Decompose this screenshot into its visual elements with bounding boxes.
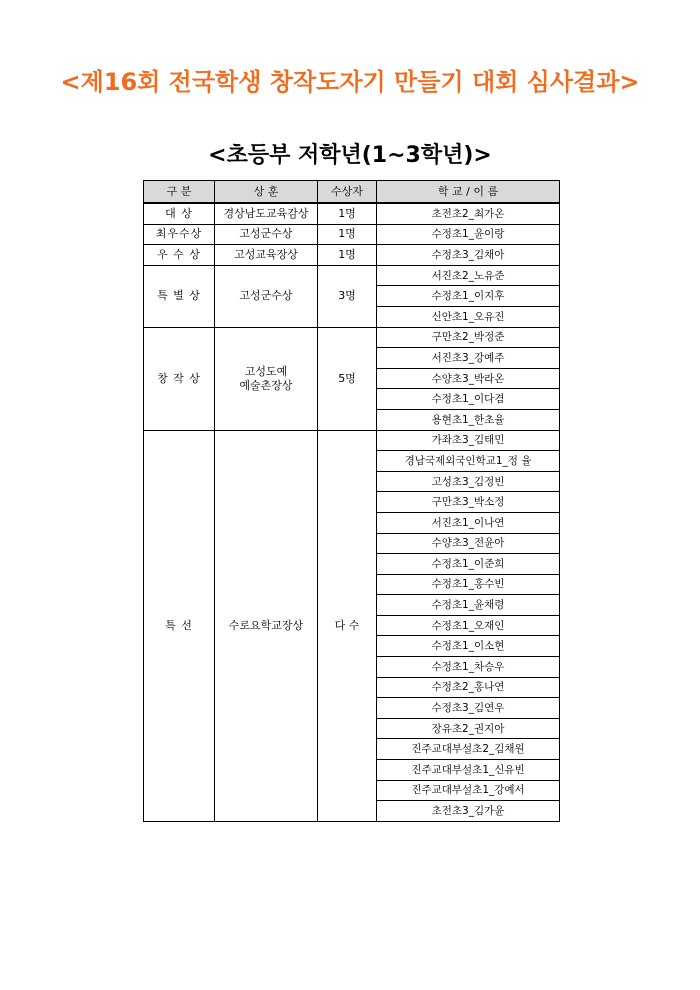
award-title: 경상남도교육감상 — [215, 203, 318, 224]
award-title: 고성군수상 — [215, 224, 318, 245]
award-title — [215, 327, 318, 430]
award-title: 수로요학교장상 — [215, 430, 318, 821]
winner-name: 서진초1_이나연 — [377, 512, 560, 533]
header-school-name: 학 교 / 이 름 — [377, 181, 560, 204]
award-category: 창 작 상 — [144, 327, 215, 430]
winner-name: 구만초3_박소정 — [377, 492, 560, 513]
winner-name: 장유초2_권지아 — [377, 718, 560, 739]
winner-name: 구만초2_박정준 — [377, 327, 560, 348]
header-count: 수상자 — [318, 181, 377, 204]
winner-name: 수정초2_홍나연 — [377, 677, 560, 698]
winner-name: 수양초3_전윤아 — [377, 533, 560, 554]
award-category: 대 상 — [144, 203, 215, 224]
winner-name: 수정초1_이지후 — [377, 286, 560, 307]
winner-name: 서진초2_노유준 — [377, 265, 560, 286]
winner-name: 수정초1_차승우 — [377, 657, 560, 678]
table-row — [144, 224, 560, 245]
award-title-line: 예술촌장상 — [239, 378, 293, 392]
winner-name: 수정초1_이준희 — [377, 554, 560, 575]
winner-count: 5명 — [318, 327, 377, 430]
award-title-line: 고성도예 — [244, 364, 288, 378]
winner-name: 가좌초3_김태민 — [377, 430, 560, 451]
table-row — [144, 327, 560, 348]
award-title: 고성교육장상 — [215, 245, 318, 266]
table-row — [144, 245, 560, 266]
award-category: 특 선 — [144, 430, 215, 821]
results-table-header — [144, 181, 560, 204]
winner-name: 진주교대부설초1_강예서 — [377, 780, 560, 801]
header-category: 구 분 — [144, 181, 215, 204]
table-row — [144, 430, 560, 451]
winner-name: 수양초3_박라온 — [377, 368, 560, 389]
award-title: 고성군수상 — [215, 265, 318, 327]
winner-name: 서진초3_강예주 — [377, 348, 560, 369]
award-category: 최우수상 — [144, 224, 215, 245]
winner-name: 진주교대부설초1_신유빈 — [377, 760, 560, 781]
winner-count: 3명 — [318, 265, 377, 327]
winner-name: 수정초1_홍수빈 — [377, 574, 560, 595]
winner-count: 1명 — [318, 224, 377, 245]
winner-name: 수정초1_이소현 — [377, 636, 560, 657]
award-category: 우 수 상 — [144, 245, 215, 266]
winner-name: 신안초1_오유진 — [377, 306, 560, 327]
winner-name: 수정초3_김연우 — [377, 698, 560, 719]
winner-count: 1명 — [318, 203, 377, 224]
winner-name: 초전초2_최가온 — [377, 203, 560, 224]
winner-name: 초전초3_김가윤 — [377, 801, 560, 822]
header-award: 상 훈 — [215, 181, 318, 204]
winner-name: 수정초1_윤채령 — [377, 595, 560, 616]
winner-name: 수정초3_김채아 — [377, 245, 560, 266]
page-title: <제16회 전국학생 창작도자기 만들기 대회 심사결과> — [60, 68, 640, 96]
results-table-body — [144, 203, 560, 821]
results-table — [143, 180, 560, 822]
section-title: <초등부 저학년(1~3학년)> — [208, 143, 492, 168]
winner-count: 다 수 — [318, 430, 377, 821]
table-row — [144, 265, 560, 286]
winner-name: 고성초3_김정빈 — [377, 471, 560, 492]
winner-name: 수정초1_이다겸 — [377, 389, 560, 410]
table-row — [144, 203, 560, 224]
winner-name: 경남국제외국인학교1_정 율 — [377, 451, 560, 472]
winner-count: 1명 — [318, 245, 377, 266]
winner-name: 수정초1_윤이랑 — [377, 224, 560, 245]
winner-name: 수정초1_오재인 — [377, 615, 560, 636]
winner-name: 진주교대부설초2_김채원 — [377, 739, 560, 760]
winner-name: 용현초1_한초율 — [377, 409, 560, 430]
award-category: 특 별 상 — [144, 265, 215, 327]
